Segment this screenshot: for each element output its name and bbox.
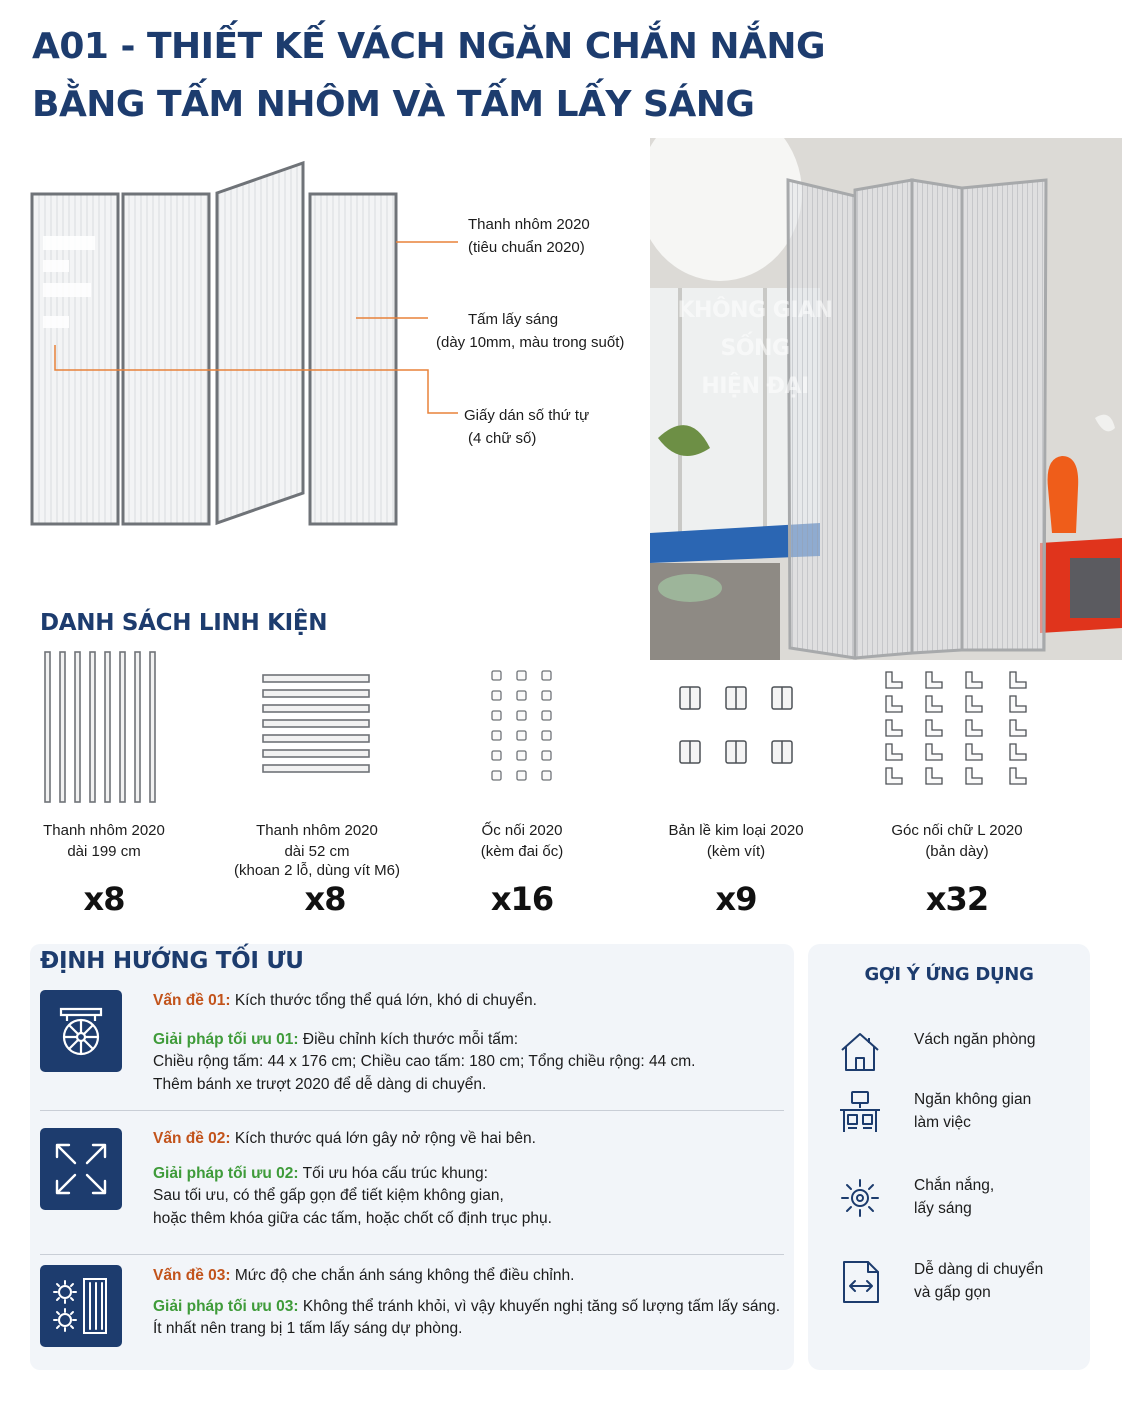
aluminum-bar-short-icon: [207, 645, 427, 810]
callout-aluminum-bar: Thanh nhôm 2020 (tiêu chuẩn 2020): [468, 216, 590, 256]
part-short-aluminum-bar: Thanh nhôm 2020 dài 52 cm (khoan 2 lỗ, dùng vít M6): [207, 645, 427, 880]
part-quantity: x32: [925, 880, 989, 918]
connector-nut-icon: [412, 645, 632, 810]
part-quantity: x16: [490, 880, 554, 918]
caster-wheel-icon: [40, 990, 122, 1072]
solution-detail: Sau tối ưu, có thể gấp gọn để tiết kiệm không gian,: [153, 1187, 504, 1204]
problem-text: Vấn đề 02: Kích thước quá lớn gây nở rộng về hai bên.: [153, 1130, 536, 1147]
divider: [40, 1110, 784, 1111]
page-title-line-1: A01 - THIẾT KẾ VÁCH NGĂN CHẮN NẮNG: [32, 26, 826, 67]
house-icon: [836, 1028, 886, 1078]
solution-detail: hoặc thêm khóa giữa các tấm, hoặc chốt cố định trục phụ.: [153, 1209, 552, 1227]
components-heading: DANH SÁCH LINH KIỆN: [40, 610, 328, 636]
l-bracket-icon: [847, 645, 1067, 810]
part-metal-hinge: Bản lề kim loại 2020 (kèm vít): [626, 645, 846, 862]
expand-arrows-icon: [40, 1128, 122, 1210]
solution-detail: Chiều rộng tấm: 44 x 176 cm; Chiều cao tấm: 180 cm; Tổng chiều rộng: 44 cm.: [153, 1053, 696, 1070]
part-quantity: x8: [304, 880, 346, 918]
page-title-line-2: BẰNG TẤM NHÔM VÀ TẤM LẤY SÁNG: [32, 84, 755, 125]
suggestion-room-divider: Vách ngăn phòng: [836, 1028, 1086, 1088]
part-l-bracket: Góc nối chữ L 2020 (bản dày): [847, 645, 1067, 862]
problem-text: Vấn đề 01: Kích thước tổng thể quá lớn, khó di chuyển.: [153, 992, 537, 1009]
part-quantity: x8: [83, 880, 125, 918]
callout-light-panel: Tấm lấy sáng (dày 10mm, màu trong suốt): [436, 311, 625, 351]
photo-overlay-line-2: SỐNG: [720, 336, 790, 361]
part-long-aluminum-bar: Thanh nhôm 2020 dài 199 cm: [0, 645, 214, 862]
suggestions-panel: [808, 944, 1090, 1370]
solution-detail: Ít nhất nên trang bị 1 tấm lấy sáng dự phòng.: [153, 1320, 463, 1337]
sun-panel-icon: [40, 1265, 122, 1347]
aluminum-bar-long-icon: [0, 645, 214, 810]
solution-text: Giải pháp tối ưu 03: Không thể tránh khỏi, vì vậy khuyến nghị tăng số lượng tấm lấy sáng.: [153, 1297, 781, 1315]
suggestion-workspace: Ngăn không gian làm việc: [836, 1088, 1086, 1148]
sun-icon: [836, 1174, 886, 1224]
callout-number-sticker: Giấy dán số thứ tự (4 chữ số): [464, 407, 590, 447]
optimization-heading: ĐỊNH HƯỚNG TỐI ƯU: [40, 948, 304, 974]
panel-diagram: [0, 140, 640, 560]
part-connector-nut: Ốc nối 2020 (kèm đai ốc): [412, 645, 632, 862]
workspace-desk-icon: [836, 1088, 886, 1138]
room-photo: [650, 138, 1122, 660]
move-fold-icon: [836, 1258, 886, 1308]
suggestion-sun-shade: Chắn nắng, lấy sáng: [836, 1174, 1086, 1234]
suggestions-heading: GỢI Ý ỨNG DỤNG: [864, 964, 1034, 985]
photo-overlay-line-3: HIỆN ĐẠI: [701, 374, 809, 399]
solution-text: Giải pháp tối ưu 02: Tối ưu hóa cấu trúc khung:: [153, 1164, 488, 1182]
metal-hinge-icon: [626, 645, 846, 810]
solution-detail: Thêm bánh xe trượt 2020 để dễ dàng di chuyển.: [153, 1075, 487, 1093]
room-photo-illustration: [650, 138, 1122, 660]
photo-overlay-line-1: KHÔNG GIAN: [677, 298, 833, 323]
problem-text: Vấn đề 03: Mức độ che chắn ánh sáng không thể điều chỉnh.: [153, 1267, 575, 1284]
part-quantity: x9: [715, 880, 757, 918]
optimization-panel: [30, 944, 794, 1370]
suggestion-move-fold: Dễ dàng di chuyển và gấp gọn: [836, 1258, 1086, 1318]
solution-text: Giải pháp tối ưu 01: Điều chỉnh kích thước mỗi tấm:: [153, 1030, 519, 1048]
divider: [40, 1254, 784, 1255]
